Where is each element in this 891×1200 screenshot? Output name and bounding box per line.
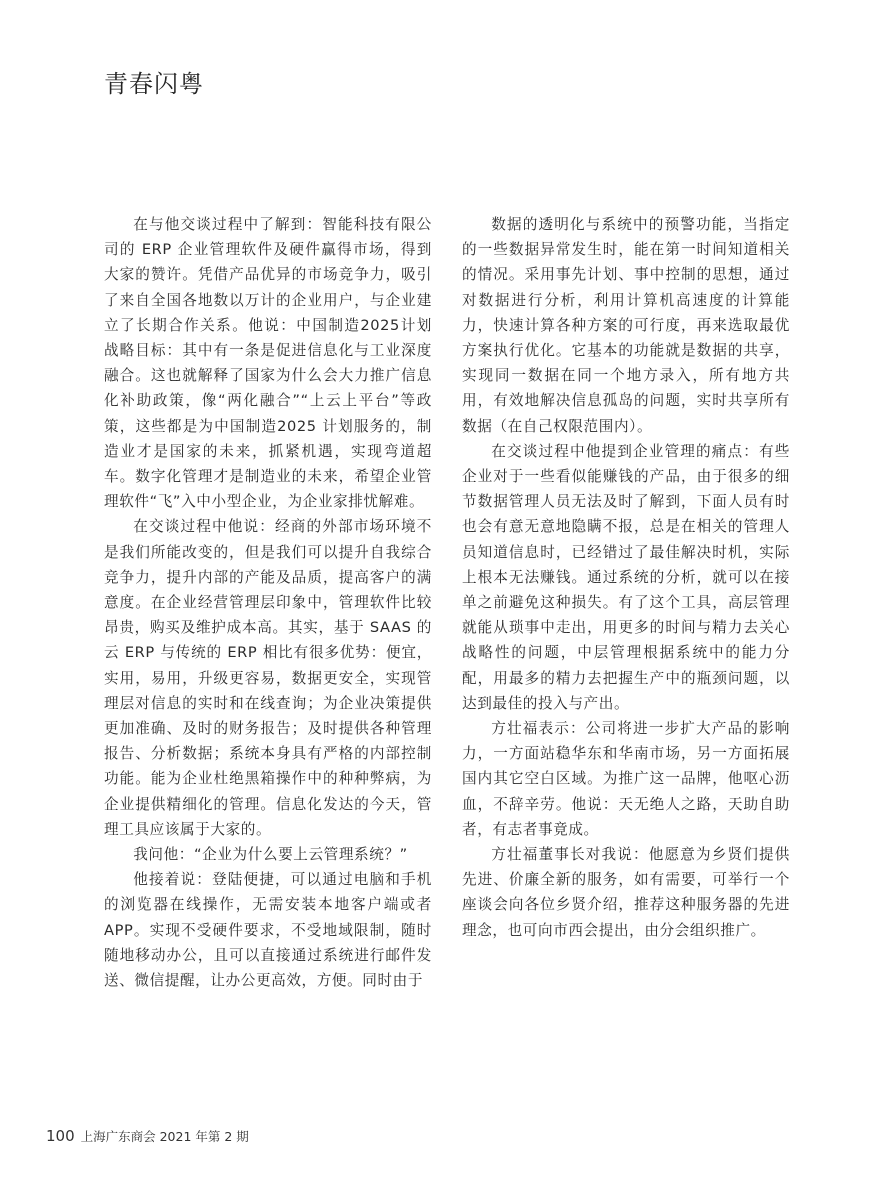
paragraph: 在交谈过程中他提到企业管理的痛点：有些企业对于一些看似能赚钱的产品，由于很多的细节数据管理人员无法及时了解到，下面人员有时也会有意无意地隐瞒不报，总是在相关的管理人员知道信息时，已经错过了最佳解决时机，实际上根本无法赚钱。通过系统的分析，就可以在接单之前避免这种损失。有了这个工具，高层管理就能从琐事中走出，用更多的时间与精力去关心战略性的问题，中层管理根据系统中的能力分配，用最多的精力去把握生产中的瓶颈问题，以达到最佳的投入与产出。 — [462, 442, 790, 712]
paragraph: 我问他：“企业为什么要上云管理系统？” — [133, 846, 408, 864]
page-footer — [46, 1127, 249, 1145]
publication-info: 上海广东商会 2021 年第 2 期 — [80, 1129, 249, 1144]
paragraph: 数据的透明化与系统中的预警功能，当指定的一些数据异常发生时，能在第一时间知道相关的情况。采用事先计划、事中控制的思想，通过对数据进行分析，利用计算机高速度的计算能力，快速计算各种方案的可行度，再来选取最优方案执行优化。它基本的功能就是数据的共享，实现同一数据在同一个地方录入，所有地方共用，有效地解决信息孤岛的问题，实时共享所有数据（在自己权限范围内）。 — [462, 216, 790, 435]
section-title: 青春闪粤 — [104, 70, 204, 98]
paragraph: 方壮福董事长对我说：他愿意为乡贤们提供先进、价廉全新的服务，如有需要，可举行一个座谈会向各位乡贤介绍，推荐这种服务器的先进理念，也可向市西会提出，由分会组织推广。 — [462, 846, 790, 939]
page-number: 100 — [46, 1127, 75, 1145]
paragraph: 在交谈过程中他说：经商的外部市场环境不是我们所能改变的，但是我们可以提升自我综合竞争力，提升内部的产能及品质，提高客户的满意度。在企业经营管理层印象中，管理软件比较昂贵，购买及维护成本高。其实，基于 SAAS 的云 ERP 与传统的 ERP 相比有很多优势：便宜，实用，易用，升级更容易，数据更安全，实现管理层对信息的实时和在线查询；为企业决策提供更加准确、及时的财务报告；及时提供各种管理报告、分析数据；系统本身具有严格的内部控制功能。能为企业杜绝黑箱操作中的种种弊病，为企业提供精细化的管理。信息化发达的今天，管理工具应该属于大家的。 — [104, 518, 432, 838]
paragraph: 方壮福表示：公司将进一步扩大产品的影响力，一方面站稳华东和华南市场，另一方面拓展国内其它空白区域。为推广这一品牌，他呕心沥血，不辞辛劳。他说：天无绝人之路，天助自助者，有志者事竟成。 — [462, 720, 790, 838]
left-column — [104, 212, 432, 993]
paragraph: 他接着说：登陆便捷，可以通过电脑和手机的浏览器在线操作，无需安装本地客户端或者APP。实现不受硬件要求，不受地域限制，随时随地移动办公，且可以直接通过系统进行邮件发送、微信提醒，让办公更高效，方便。同时由于 — [104, 871, 432, 990]
paragraph: 在与他交谈过程中了解到：智能科技有限公司的 ERP 企业管理软件及硬件赢得市场，得到大家的赞许。凭借产品优异的市场竞争力，吸引了来自全国各地数以万计的企业用户，与企业建立了长期合作关系。他说：中国制造2025计划战略目标：其中有一条是促进信息化与工业深度融合。这也就解释了国家为什么会大力推广信息化补助政策，像“两化融合”“上云上平台”等政策，这些都是为中国制造2025 计划服务的，制造业才是国家的未来，抓紧机遇，实现弯道超车。数字化管理才是制造业的未来，希望企业管理软件“飞”入中小型企业，为企业家排忧解难。 — [104, 216, 432, 511]
right-column — [462, 212, 790, 943]
